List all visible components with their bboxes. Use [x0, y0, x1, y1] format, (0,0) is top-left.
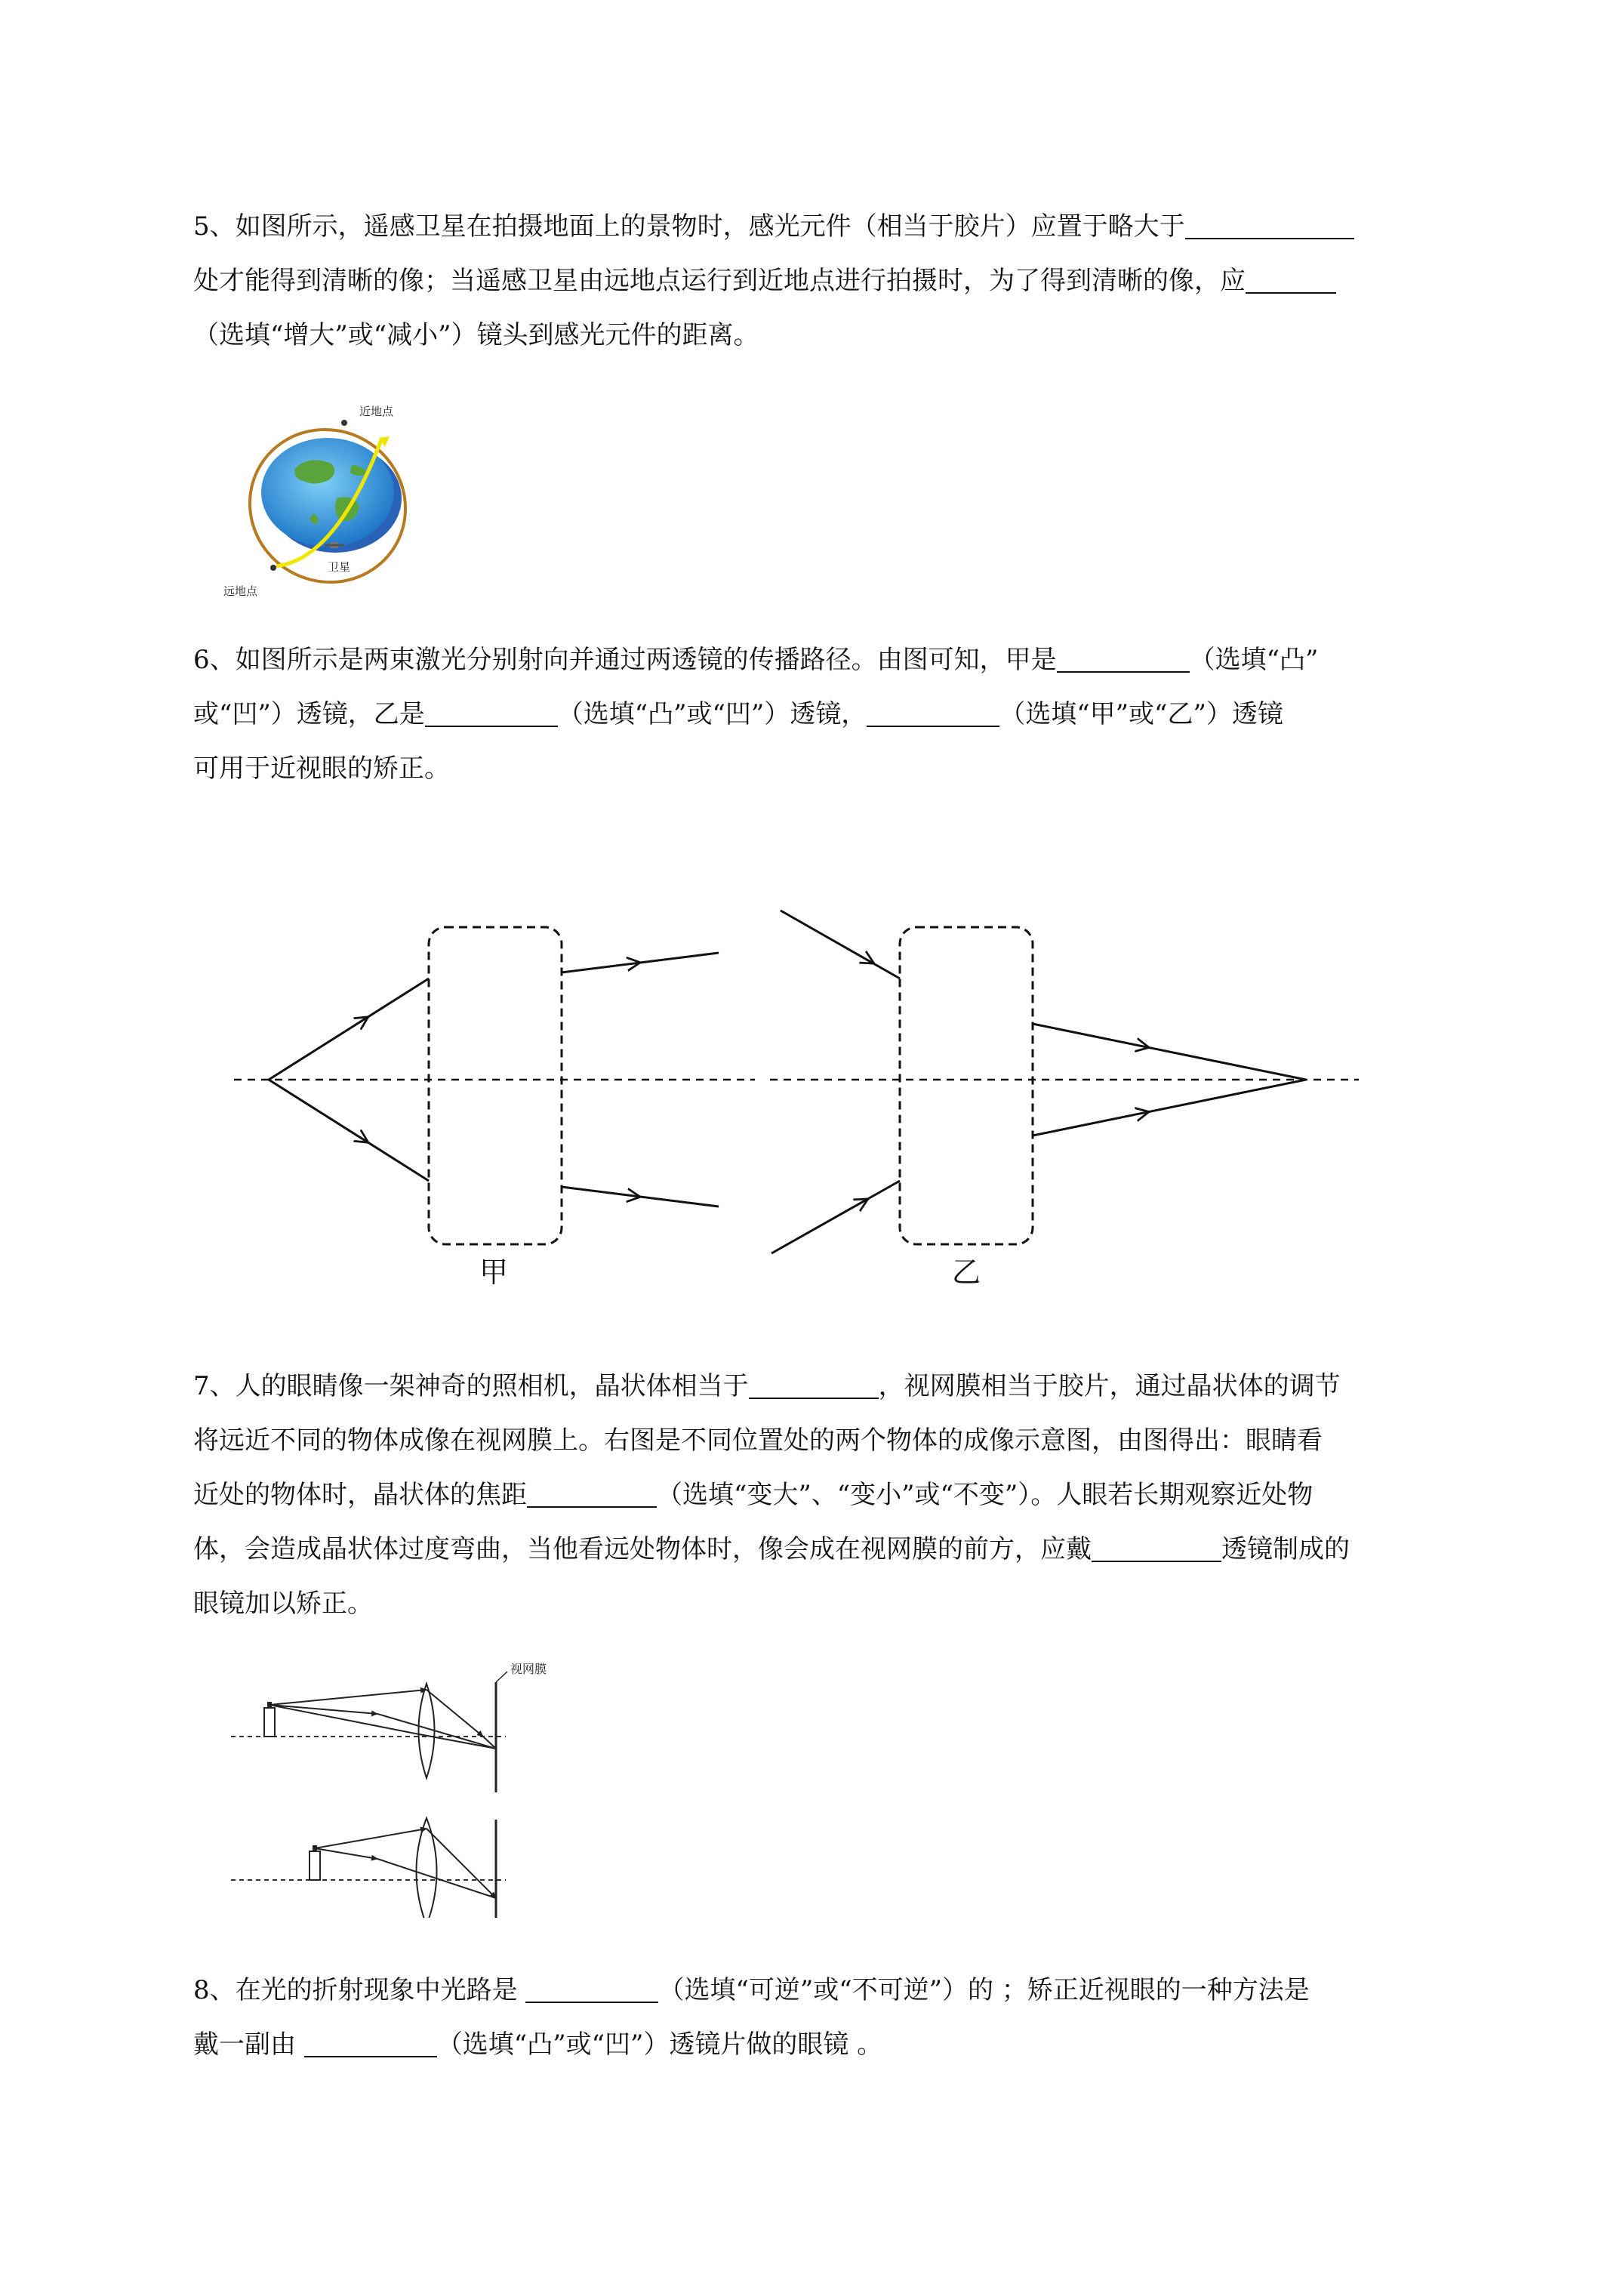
jia-ray-out-top: [562, 953, 719, 972]
q6-blank-1[interactable]: [1057, 641, 1190, 673]
q8-blank-2[interactable]: [304, 2026, 437, 2057]
q7-line-5: 眼镜加以矫正。: [193, 1589, 373, 1619]
lens-jia: [234, 927, 755, 1289]
question-5: [193, 199, 1529, 362]
yi-ray-out-top: [1033, 1024, 1306, 1080]
lens-upper: [419, 1684, 435, 1778]
label-jia: 甲: [479, 1256, 509, 1289]
lens-lower: [417, 1818, 437, 1918]
near-object-diagram: [231, 1818, 506, 1918]
q7-line-1: 7、人的眼睛像一架神奇的照相机，晶状体相当于 ，视网膜相当于胶片，通过晶状体的调节: [193, 1359, 1529, 1413]
lens-diagram-figure: [226, 891, 1374, 1299]
q7-line-4: 体，会造成晶状体过度弯曲，当他看远处物体时，像会成在视网膜的前方，应戴 透镜制成的: [193, 1522, 1529, 1576]
label-yi: 乙: [951, 1256, 981, 1289]
jia-ray-out-bottom: [562, 1187, 719, 1207]
far-object-diagram: [231, 1662, 547, 1792]
yi-ray-in-bottom: [771, 1181, 900, 1253]
jia-ray-in-bottom: [269, 1080, 429, 1181]
q8-line-1: 8、在光的折射现象中光路是 （选填“可逆”或“不可逆”）的 ；矫正近视眼的一种方法是: [193, 1963, 1529, 2017]
q6-line-2: 或“凹”）透镜，乙是 （选填“凸”或“凹”）透镜， （选填“甲”或“乙”）透镜: [193, 687, 1529, 741]
perigee-label: 近地点: [359, 405, 394, 418]
q8-blank-1[interactable]: [525, 1971, 658, 2003]
question-6: [193, 633, 1529, 796]
q6-blank-2[interactable]: [425, 695, 558, 727]
apogee-label: 远地点: [223, 584, 258, 598]
q6-blank-3[interactable]: [867, 695, 999, 727]
q5-blank-2[interactable]: [1246, 262, 1336, 294]
q5-blank-1[interactable]: [1185, 208, 1354, 239]
eye-imaging-figure: [226, 1661, 589, 1918]
q8-line-2: 戴一副由 （选填“凸”或“凹”）透镜片做的眼镜 。: [193, 2017, 1529, 2072]
retina-label: 视网膜: [510, 1662, 547, 1676]
satellite-label: 卫星: [328, 560, 351, 574]
q7-line-3: 近处的物体时，晶状体的焦距 （选填“变大”、“变小”或“不变”）。人眼若长期观察近处物: [193, 1468, 1529, 1522]
yi-ray-in-top: [781, 911, 900, 978]
q7-blank-3[interactable]: [1092, 1530, 1221, 1562]
q5-line-1: 5、如图所示，遥感卫星在拍摄地面上的景物时，感光元件（相当于胶片）应置于略大于: [193, 199, 1529, 254]
q6-line-3: 可用于近视眼的矫正。: [193, 754, 450, 784]
q7-line-2: 将远近不同的物体成像在视网膜上。右图是不同位置处的两个物体的成像示意图，由图得出：眼睛看: [193, 1425, 1323, 1456]
q5-line-2: 处才能得到清晰的像；当遥感卫星由远地点运行到近地点进行拍摄时，为了得到清晰的像，应: [193, 254, 1529, 308]
q7-blank-2[interactable]: [527, 1476, 657, 1508]
jia-ray-in-top: [269, 978, 429, 1080]
q6-line-1: 6、如图所示是两束激光分别射向并通过两透镜的传播路径。由图可知，甲是 （选填“凸”: [193, 633, 1529, 687]
satellite-orbit-figure: [223, 393, 420, 604]
q7-blank-1[interactable]: [749, 1367, 879, 1399]
yi-ray-out-bottom: [1033, 1080, 1306, 1136]
q5-line-3: （选填“增大”或“减小”）镜头到感光元件的距离。: [193, 320, 759, 350]
question-8: [193, 1963, 1529, 2072]
lens-yi: [770, 911, 1359, 1289]
question-7: [193, 1359, 1529, 1631]
